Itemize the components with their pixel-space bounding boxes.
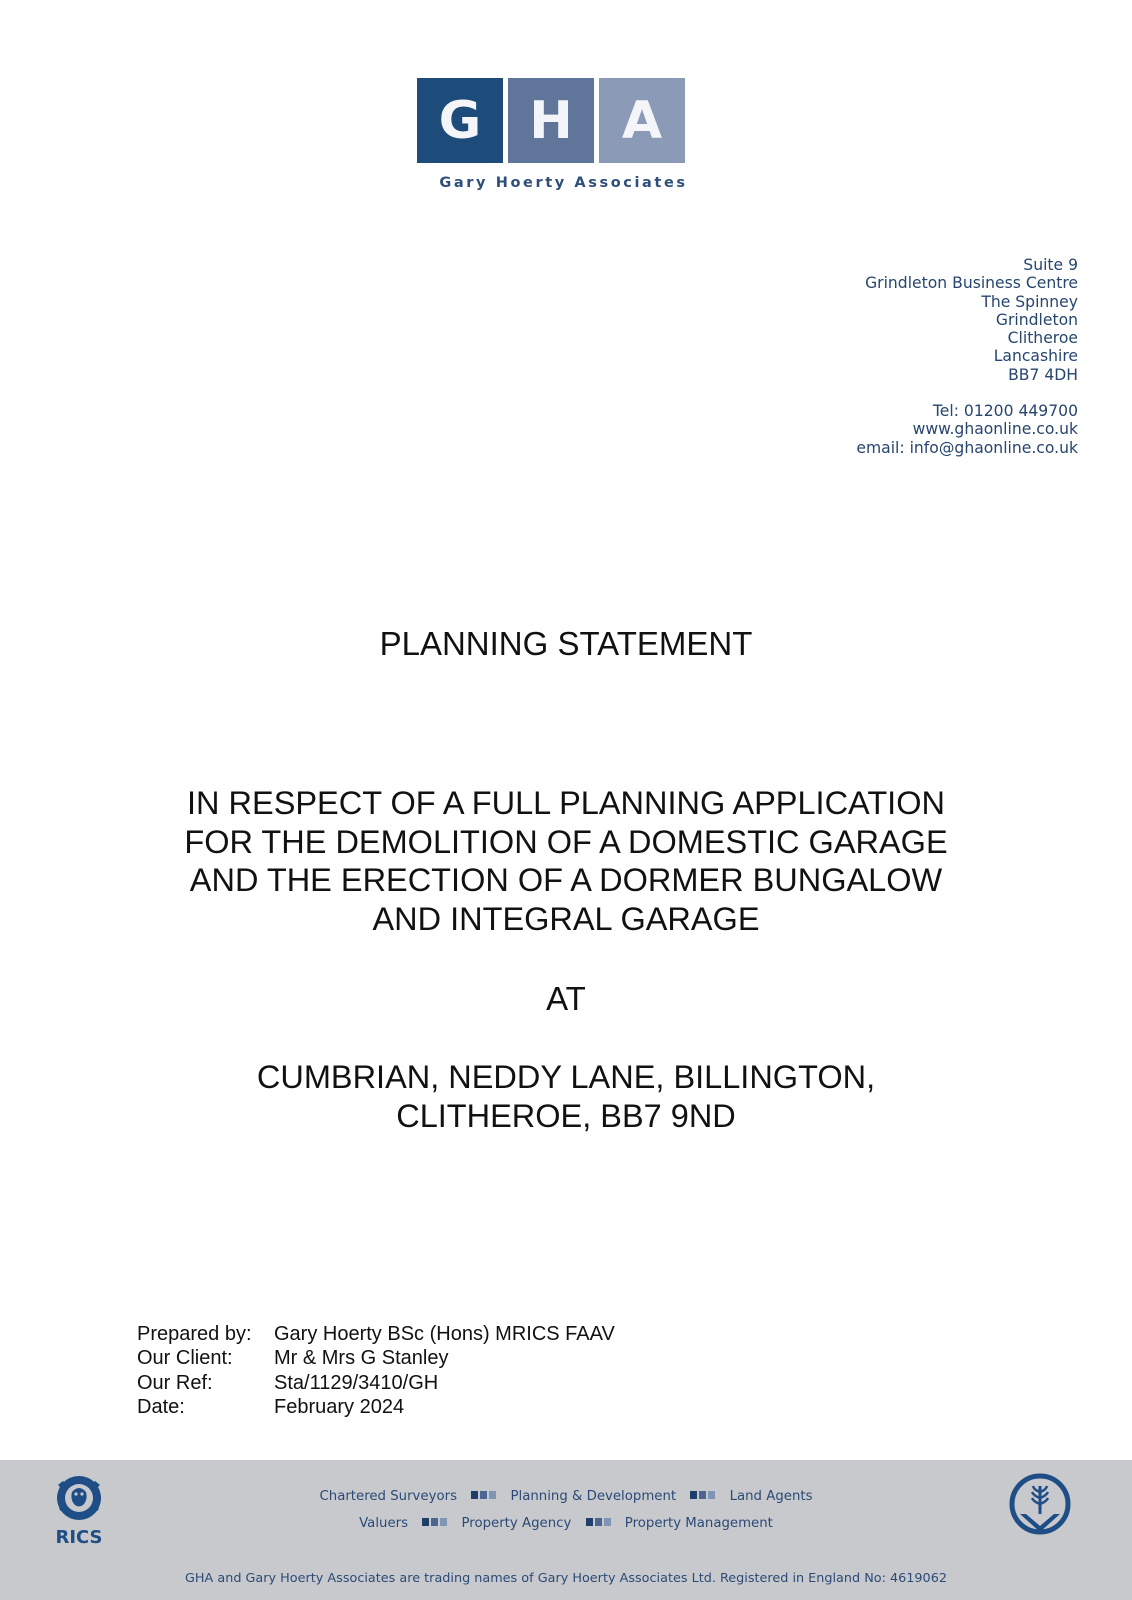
service-item: Valuers [359,1516,409,1531]
application-description [0,784,1132,938]
date-label: Date: [137,1395,185,1418]
association-badge-icon [1004,1470,1076,1542]
services-line-2 [0,1516,1132,1531]
logo-letter-h: H [508,78,594,163]
telephone: Tel: 01200 449700 [932,402,1078,421]
separator-icon [471,1491,496,1499]
service-item: Property Agency [461,1516,572,1531]
company-address [856,256,1078,457]
reference-label: Our Ref: [137,1371,213,1394]
address-postcode: BB7 4DH [1008,365,1078,384]
service-item: Land Agents [729,1489,813,1504]
address-line: The Spinney [981,292,1078,311]
client-value: Mr & Mrs G Stanley [274,1347,449,1370]
description-line: AND INTEGRAL GARAGE [372,900,760,937]
prepared-by-value: Gary Hoerty BSc (Hons) MRICS FAAV [274,1323,615,1345]
rics-logo [48,1472,110,1548]
site-location [0,1058,1132,1135]
document-title: PLANNING STATEMENT [379,625,753,662]
legal-notice: GHA and Gary Hoerty Associates are trading names of Gary Hoerty Associates Ltd. Registered in England No: 4619062 [185,1571,947,1586]
date-row [137,1395,615,1419]
reference-value: Sta/1129/3410/GH [274,1371,439,1394]
address-line: Grindleton Business Centre [865,274,1078,293]
location-line: CUMBRIAN, NEDDY LANE, BILLINGTON, [256,1059,876,1095]
rics-label: RICS [55,1527,103,1548]
page-footer [0,1460,1132,1600]
prepared-by-label: Prepared by: [137,1323,252,1345]
address-line: Lancashire [993,347,1078,366]
contact-details [856,402,1078,457]
website-link[interactable]: www.ghaonline.co.uk [912,420,1078,439]
date-value: February 2024 [274,1395,405,1418]
separator-icon [422,1518,447,1526]
reference-row [137,1371,615,1395]
separator-icon [586,1518,611,1526]
logo-letter-a: A [599,78,685,163]
prepared-by-row [137,1322,615,1346]
description-line: IN RESPECT OF A FULL PLANNING APPLICATION [187,785,945,821]
separator-icon [690,1491,715,1499]
address-line: Grindleton [995,310,1078,329]
email-link[interactable]: email: info@ghaonline.co.uk [856,438,1078,457]
description-line: AND THE ERECTION OF A DORMER BUNGALOW [189,862,943,898]
services-line-1 [0,1489,1132,1504]
address-line: Clitheroe [1007,329,1078,348]
document-details [137,1322,615,1419]
client-row [137,1346,615,1370]
description-line: FOR THE DEMOLITION OF A DOMESTIC GARAGE [184,823,948,860]
address-line: Suite 9 [1023,256,1078,274]
client-label: Our Client: [137,1347,233,1370]
service-item: Planning & Development [510,1489,677,1504]
company-logo [417,78,710,191]
service-item: Chartered Surveyors [319,1489,458,1504]
service-item: Property Management [624,1516,773,1531]
location-line: CLITHEROE, BB7 9ND [396,1097,736,1134]
logo-letter-g: G [417,78,503,163]
at-label: AT [546,980,586,1017]
logo-tagline: Gary Hoerty Associates [439,175,688,191]
